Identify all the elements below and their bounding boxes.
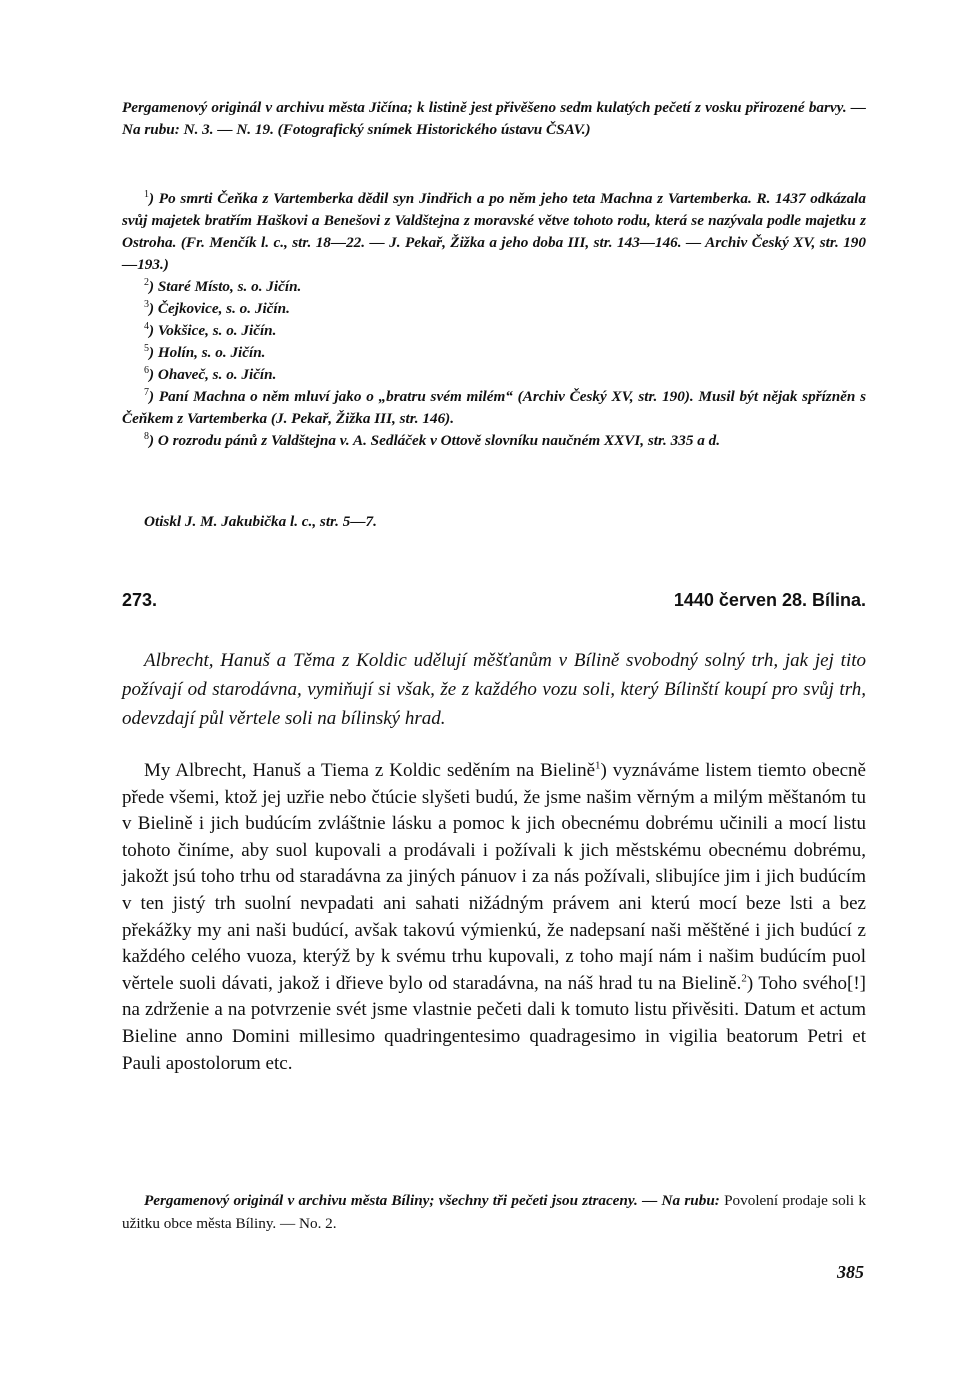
footnote-item: $^5$) Holín, s. o. Jičín. (144, 342, 266, 361)
footnote-mark: 2 (144, 276, 149, 288)
charter-text (122, 758, 866, 1077)
footnote-mark: 5 (144, 342, 149, 354)
footnote-mark: 3 (144, 298, 149, 310)
footnote-text: Ohaveč, s. o. Jičín. (157, 366, 277, 383)
footnote-item: $^7$) Paní Machna o něm mluví jako o „bratru svém milém“ (Archiv Český XV, str. 190). Musil být nějak spřízněn s Čeňkem z Vartemberka (J. Pekař, Žižka III, str. 146). (122, 386, 867, 427)
footnotes-list (122, 188, 866, 452)
footnote-mark: 4 (144, 320, 149, 332)
footnote-item: $^3$) Čejkovice, s. o. Jičín. (144, 298, 290, 317)
charter-text-part: ) vyznáváme listem tiemto obecně přede všemi, ktož jej uzřie nebo čtúcie slyšeti budú, že jsme našim věrným a milým měštanóm tu v Bielině i jich budúcím zvláštnie lásku a pomoc k jich obecnému dobrému učinili a mocí listu tohoto činíme, aby suol kupovali a prodávali i požívali k jich městskému obecnému dobrému, jakožt jsú toho trhu od staradávna za jiných pánuov i za nás požívali, slibujíce jim i jich budúcím v ten jistý trh suolní nevpadati ani sahati nižádným právem ani kterú mocí beze lsti a bez překážky my ani naši budúcí, avšak takovú výmienkú, že nadepsaní naši měštěné i jich budúcí z každého celého vuoza, kterýž by k svému trhu kupovali, z toho mají nám i našim budúcím puol věrtele suoli dávati, jakož i dřieve bylo od staradávna, na náš hrad tu na Bielině. (122, 760, 866, 994)
footnote-text: Holín, s. o. Jičín. (157, 344, 266, 361)
footnote-mark: 1 (144, 188, 149, 200)
footnote-text: Čejkovice, s. o. Jičín. (157, 300, 290, 317)
footnote-ref: 2 (741, 972, 747, 985)
archival-note-bottom (122, 1189, 866, 1235)
footnote-text: Paní Machna o něm mluví jako o „bratru svém milém“ (Archiv Český XV, str. 190). Musil být nějak spřízněn s Čeňkem z Vartemberka (J. Pekař, Žižka III, str. 146). (122, 388, 867, 427)
document-heading (122, 590, 866, 620)
regest-text: Albrecht, Hanuš a Těma z Koldic udělují měšťanům v Bílině svobodný solný trh, jak jej tito požívají od starodávna, vymiňují si však, že z každého vozu soli, který Bílinští koupí pro svůj trh, odevzdají půl věrtele soli na bílinský hrad. (122, 650, 866, 729)
page-number: 385 (837, 1262, 864, 1282)
footnote-text: Staré Místo, s. o. Jičín. (157, 278, 302, 295)
regest (122, 646, 866, 733)
footnote-ref: 1 (595, 759, 601, 772)
footnote-item: $^6$) Ohaveč, s. o. Jičín. (144, 364, 277, 383)
archival-note-paragraph (122, 1189, 866, 1235)
footnote-item: $^8$) O rozrodu pánů z Valdštejna v. A. Sedláček v Ottově slovníku naučném XXVI, str. 335 a d. (144, 430, 721, 449)
document-date-place: 1440 červen 28. Bílina. (673, 590, 866, 610)
document-number: 273. (122, 590, 158, 610)
archival-note-italic: Pergamenový originál v archivu města Bíliny; všechny tři pečeti jsou ztraceny. — Na rubu: (144, 1192, 720, 1209)
archival-note-top: Pergamenový originál v archivu města Jičína; k listině jest přivěšeno sedm kulatých pečetí z vosku přirozené barvy. — Na rubu: N. 3. — N. 19. (Fotografický snímek Historického ústavu ČSAV.) (122, 99, 866, 138)
footnote-text: Vokšice, s. o. Jičín. (157, 322, 277, 339)
charter-text-part: My Albrecht, Hanuš a Tiema z Koldic seděním na Bielině (144, 760, 596, 781)
footnote-mark: 7 (144, 386, 149, 398)
footnote-item: $^4$) Vokšice, s. o. Jičín. (144, 320, 277, 339)
footnote-text: O rozrodu pánů z Valdštejna v. A. Sedláček v Ottově slovníku naučném XXVI, str. 335 a d. (157, 432, 721, 449)
archival-note-plain: Povolení prodaje soli k užitku obce města Bíliny. — No. 2. (122, 1192, 866, 1232)
edition-reference: Otiskl J. M. Jakubička l. c., str. 5—7. (144, 513, 377, 530)
footnote-mark: 6 (144, 364, 149, 376)
charter-text-part: ) Toho svého[!] na zdrženie a na potvrzenie svét jsme vlastnie pečeti dali k tomuto listu přivěsiti. Datum et actum Bieline anno Domini millesimo quadringentesimo quadragesimo in vigilia beatorum Petri et Pauli apostolorum etc. (122, 972, 867, 1074)
footnote-item: $^1$) Po smrti Čeňka z Vartemberka dědil syn Jindřich a po něm jeho teta Machna z Vartemberka. R. 1437 odkázala svůj majetek bratřím Haškovi a Benešovi z Valdštejna z moravské větve tohoto rodu, která se nazývala podle majetku z Ostroha. (Fr. Menčík l. c., str. 18—22. — J. Pekař, Žižka a jeho doba III, str. 143—146. — Archiv Český XV, str. 190—193.) (122, 188, 866, 273)
charter-paragraph (122, 758, 866, 1077)
footnote-item: $^2$) Staré Místo, s. o. Jičín. (144, 276, 302, 295)
footnote-text: Po smrti Čeňka z Vartemberka dědil syn Jindřich a po něm jeho teta Machna z Vartemberka. R. 1437 odkázala svůj majetek bratřím Haškovi a Benešovi z Valdštejna z moravské větve tohoto rodu, která se nazývala podle majetku z Ostroha. (Fr. Menčík l. c., str. 18—22. — J. Pekař, Žižka a jeho doba III, str. 143—146. — Archiv Český XV, str. 190—193.) (122, 190, 866, 273)
footnote-mark: 8 (144, 430, 149, 442)
